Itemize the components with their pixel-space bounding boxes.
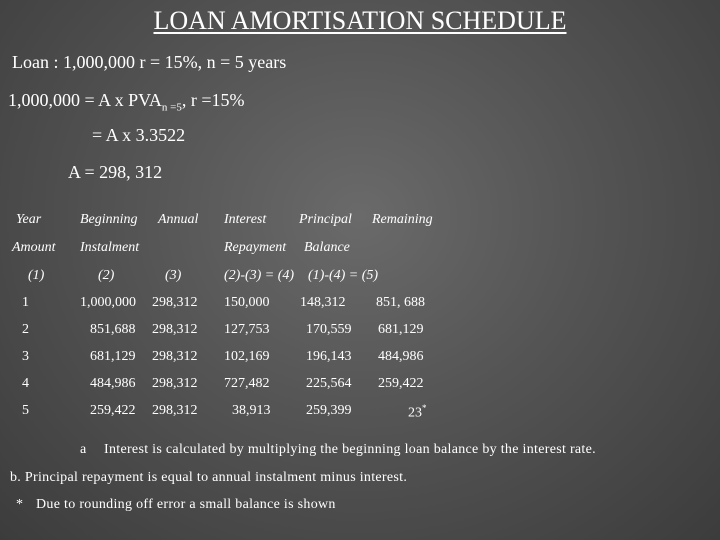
header-balance: Balance (304, 240, 350, 255)
table-cell-interest: 727,482 (224, 376, 270, 391)
table-cell-year: 5 (22, 403, 29, 418)
table-cell-principal: 225,564 (306, 376, 352, 391)
table-cell-principal: 148,312 (300, 295, 346, 310)
table-cell-instalment: 298,312 (152, 295, 198, 310)
table-cell-year: 2 (22, 322, 29, 337)
table-cell-beginning: 484,986 (90, 376, 136, 391)
table-cell-remaining: 851, 688 (376, 295, 425, 310)
header-interest: Interest (224, 212, 267, 227)
note-b-text: b. Principal repayment is equal to annual instalment minus interest. (10, 470, 408, 485)
table-cell-principal: 259,399 (306, 403, 352, 418)
header-principal: Principal (299, 212, 352, 227)
header-col-4: (2)-(3) = (4) (224, 268, 295, 283)
loan-terms: Loan : 1,000,000 r = 15%, n = 5 years (12, 52, 287, 72)
formula-rate: , r =15% (181, 90, 245, 110)
formula-subscript: n =5 (161, 101, 182, 114)
table-cell-beginning: 1,000,000 (80, 295, 136, 310)
header-year: Year (16, 212, 42, 227)
table-cell-principal: 196,143 (306, 349, 352, 364)
header-instalment: Instalment (80, 240, 140, 255)
note-star-text: Due to rounding off error a small balance is shown (36, 497, 336, 512)
table-cell-remaining: 681,129 (378, 322, 424, 337)
pva-formula (8, 90, 244, 114)
header-remaining: Remaining (372, 212, 433, 227)
table-cell-interest: 102,169 (224, 349, 270, 364)
table-cell-instalment: 298,312 (152, 322, 198, 337)
table-cell-remaining (408, 403, 427, 422)
table-cell-principal: 170,559 (306, 322, 352, 337)
table-cell-beginning: 259,422 (90, 403, 136, 418)
table-cell-year: 1 (22, 295, 29, 310)
header-annual: Annual (158, 212, 199, 227)
note-star-marker: * (16, 497, 24, 512)
table-cell-remaining: 484,986 (378, 349, 424, 364)
table-cell-year: 4 (22, 376, 29, 391)
note-a-marker: a (80, 442, 87, 457)
table-cell-beginning: 851,688 (90, 322, 136, 337)
table-cell-instalment: 298,312 (152, 376, 198, 391)
remaining-value: 23 (408, 405, 422, 421)
header-col-5: (1)-(4) = (5) (308, 268, 379, 283)
table-cell-year: 3 (22, 349, 29, 364)
header-repayment: Repayment (224, 240, 287, 255)
annuity-result: A = 298, 312 (68, 162, 163, 182)
header-col-3: (3) (165, 268, 182, 283)
header-col-2: (2) (98, 268, 115, 283)
table-cell-beginning: 681,129 (90, 349, 136, 364)
table-cell-interest: 150,000 (224, 295, 270, 310)
table-cell-instalment: 298,312 (152, 403, 198, 418)
table-cell-interest: 38,913 (232, 403, 271, 418)
header-col-1: (1) (28, 268, 45, 283)
table-cell-remaining: 259,422 (378, 376, 424, 391)
formula-main: 1,000,000 = A x PVA (8, 90, 162, 110)
page-title: LOAN AMORTISATION SCHEDULE (153, 6, 567, 35)
table-cell-instalment: 298,312 (152, 349, 198, 364)
rounding-mark: * (422, 403, 427, 413)
header-amount: Amount (12, 240, 56, 255)
formula-step: = A x 3.3522 (92, 125, 186, 145)
table-cell-interest: 127,753 (224, 322, 270, 337)
note-a-text: Interest is calculated by multiplying the beginning loan balance by the interest rate. (104, 442, 596, 457)
header-beginning: Beginning (80, 212, 138, 227)
